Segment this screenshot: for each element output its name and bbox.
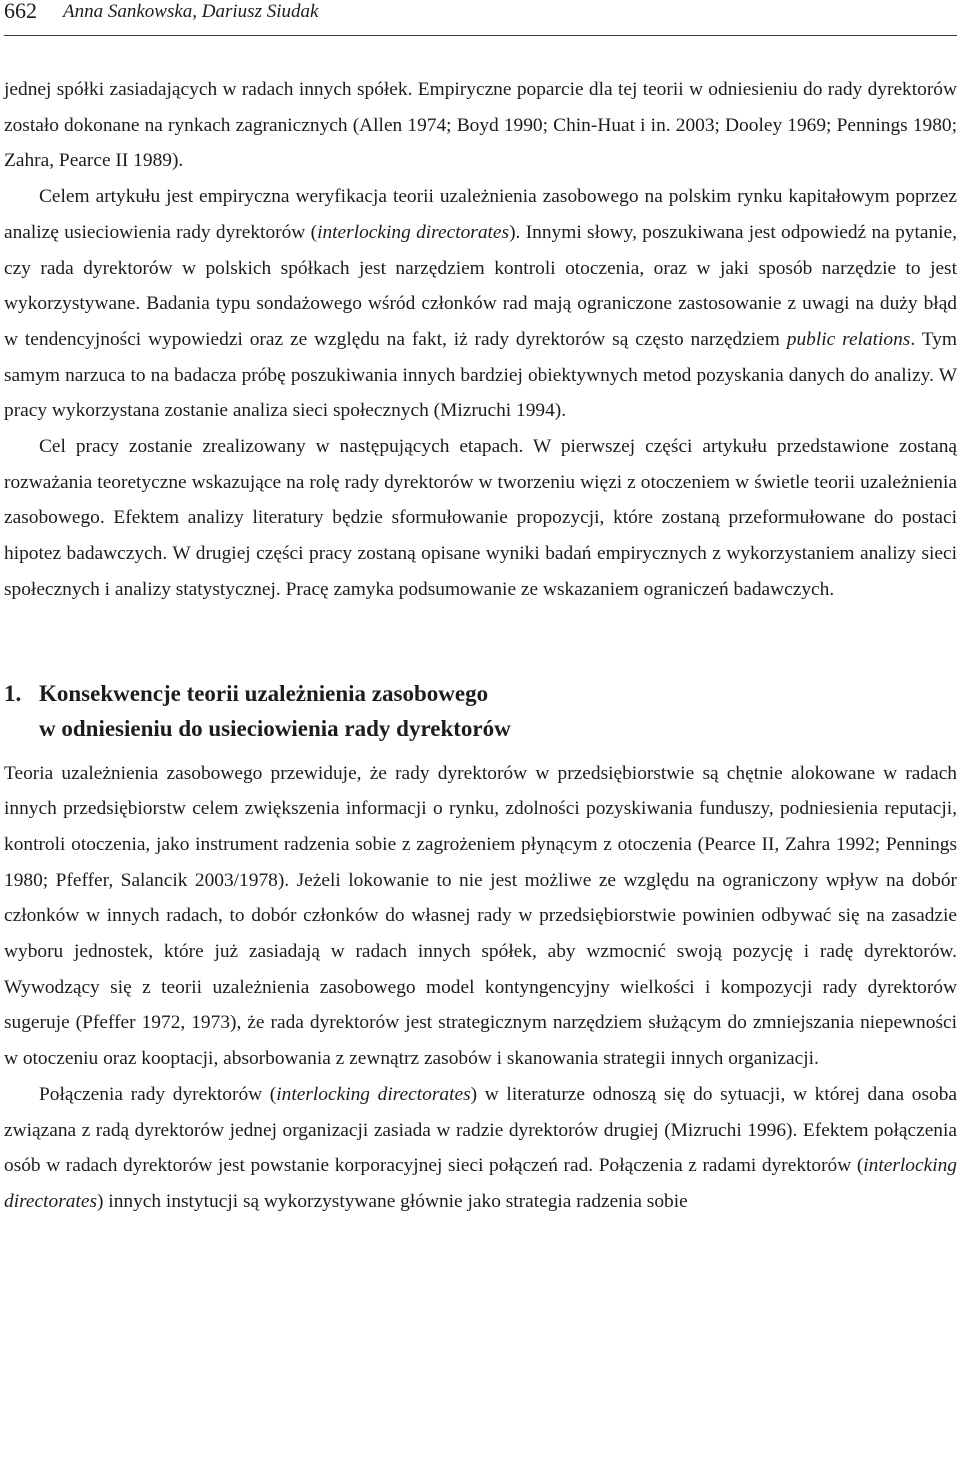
section-body xyxy=(4,756,957,1220)
paragraph-aim: Celem artykułu jest empiryczna weryfikacja teorii uzależnienia zasobowego na polskim rynku kapitałowym poprzez analizę usieciowienia rady dyrektorów (interlocking directorates). Innymi słowy, poszukiwana jest odpowiedź na pytanie, czy rada dyrektorów w polskich spółkach jest narzędziem kontroli otoczenia, oraz w jaki sposób narzędzie to jest wykorzystywane. Badania typu sondażowego wśród członków rad mają ograniczone zastosowanie z uwagi na duży błąd w tendencyjności wypowiedzi oraz ze względu na fakt, iż rady dyrektorów są często narzędziem public relations. Tym samym narzuca to na badacza próbę poszukiwania innych bardziej obiektywnych metod pozyskania danych do analizy. W pracy wykorzystana zostanie analiza sieci społecznych (Mizruchi 1994). xyxy=(4,186,957,422)
section-title-line-1: Konsekwencje teorii uzależnienia zasobowego xyxy=(39,680,489,706)
italic-term: interlocking directorates xyxy=(317,221,510,243)
section-title xyxy=(39,676,957,746)
section-heading xyxy=(4,676,957,746)
running-header xyxy=(4,0,957,36)
paragraph-theory: Teoria uzależnienia zasobowego przewiduje, że rady dyrektorów w przedsiębiorstwie są chętnie alokowane w radach innych przedsiębiorstw celem zwiększenia informacji o rynku, zdolności pozyskiwania funduszy, podniesienia reputacji, kontroli otoczenia, jako instrument radzenia sobie z zagrożeniem płynącym z otoczenia (Pearce II, Zahra 1992; Pennings 1980; Pfeffer, Salancik 2003/1978). Jeżeli lokowanie to nie jest możliwe ze względu na ograniczony wpływ na dobór członków w innych radach, to dobór członków do własnej rady w przedsiębiorstwie powinien odbywać się na zasadzie wyboru jednostek, które już zasiadają w radach innych spółek, aby wzmocnić swoją pozycję i radę dyrektorów. Wywodzący się z teorii uzależnienia zasobowego model kontyngencyjny wielkości i kompozycji rady dyrektorów sugeruje (Pfeffer 1972, 1973), że rada dyrektorów jest strategicznym narzędziem służącym do zmniejszania niepewności w otoczeniu oraz kooptacji, absorbowania z zewnątrz zasobów i skanowania strategii innych organizacji. xyxy=(4,762,957,1070)
italic-term: interlocking directorates xyxy=(276,1083,471,1105)
italic-term: interlocking directorates xyxy=(4,1155,957,1212)
paragraph-interlocks: Połączenia rady dyrektorów (interlocking directorates) w literaturze odnoszą się do sytuacji, w której dana osoba związana z radą dyrektorów jednej organizacji zasiada w radzie dyrektorów drugiej (Mizruchi 1996). Efektem połączenia osób w radach dyrektorów jest powstanie korporacyjnej sieci połączeń rad. Połączenia z radami dyrektorów (interlocking directorates) innych instytucji są wykorzystywane głównie jako strategia radzenia sobie xyxy=(4,1083,958,1212)
page-number: 662 xyxy=(4,0,37,23)
paragraph-continued: jednej spółki zasiadających w radach innych spółek. Empiryczne poparcie dla tej teorii w odniesieniu do rady dyrektorów zostało dokonane na rynkach zagranicznych (Allen 1974; Boyd 1990; Chin-Huat i in. 2003; Dooley 1969; Pennings 1980; Zahra, Pearce II 1989). xyxy=(4,79,957,172)
section-title-line-2: w odniesieniu do usieciowienia rady dyrektorów xyxy=(39,715,511,741)
body-text xyxy=(4,72,957,1220)
section-number: 1. xyxy=(4,680,22,706)
paragraph-structure: Cel pracy zostanie zrealizowany w następujących etapach. W pierwszej części artykułu przedstawione zostaną rozważania teoretyczne wskazujące na rolę rady dyrektorów w tworzeniu więzi z otoczeniem w świetle teorii uzależnienia zasobowego. Efektem analizy literatury będzie sformułowanie propozycji, które zostaną przeformułowane do postaci hipotez badawczych. W drugiej części pracy zostaną opisane wyniki badań empirycznych z wykorzystaniem analizy sieci społecznych i analizy statystycznej. Pracę zamyka podsumowanie ze wskazaniem ograniczeń badawczych. xyxy=(4,436,957,600)
italic-term: public relations xyxy=(786,328,911,350)
running-header-authors: Anna Sankowska, Dariusz Siudak xyxy=(63,1,319,22)
